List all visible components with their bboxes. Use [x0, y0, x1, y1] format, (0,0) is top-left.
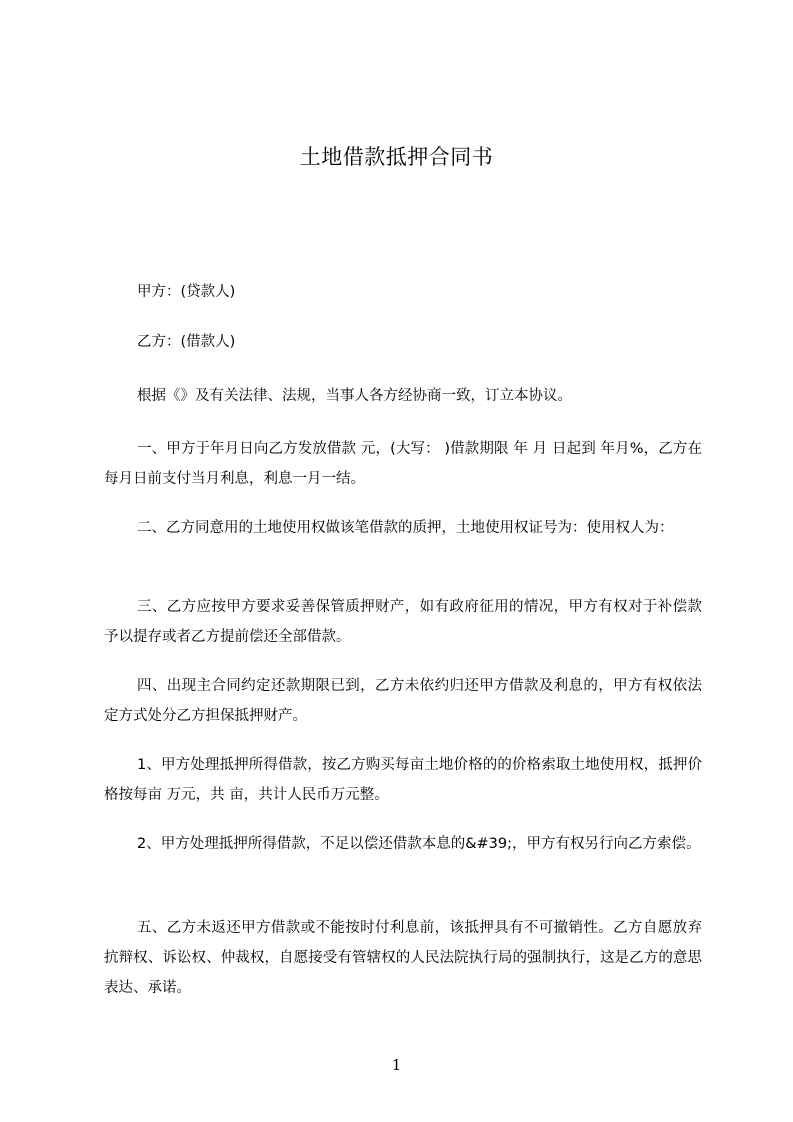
clause-5-paragraph: 五、乙方未返还甲方借款或不能按时付利息前，该抵押具有不可撤销性。乙方自愿放弃抗辩权、诉讼权、仲裁权，自愿接受有管辖权的人民法院执行局的强制执行，这是乙方的意思表达、承诺。 [104, 920, 702, 996]
clause-4-item-1-paragraph: 1、甲方处理抵押所得借款，按乙方购买每亩土地价格的的价格索取土地使用权，抵押价格按每亩 万元，共 亩，共计人民币万元整。 [104, 757, 702, 803]
clause-1-paragraph: 一、甲方于年月日向乙方发放借款 元，(大写： )借款期限 年 月 日起到 年月%，乙方在每月日前支付当月利息，利息一月一结。 [104, 441, 702, 487]
document-title: 土地借款抵押合同书 [299, 145, 494, 169]
clause-4-paragraph: 四、出现主合同约定还款期限已到，乙方未依约归还甲方借款及利息的，甲方有权依法定方式处分乙方担保抵押财产。 [104, 678, 702, 724]
party-a-line: 甲方：(贷款人) [137, 284, 236, 300]
party-b-line: 乙方：(借款人) [137, 334, 236, 350]
page-number: 1 [391, 1056, 402, 1074]
clause-3-paragraph: 三、乙方应按甲方要求妥善保管质押财产，如有政府征用的情况，甲方有权对于补偿款予以提存或者乙方提前偿还全部借款。 [104, 599, 702, 645]
clause-4-item-2-paragraph: 2、甲方处理抵押所得借款，不足以偿还借款本息的&#39;，甲方有权另行向乙方索偿。 [137, 836, 701, 852]
preamble-paragraph: 根据《》及有关法律、法规，当事人各方经协商一致，订立本协议。 [137, 388, 572, 404]
clause-2-paragraph: 二、乙方同意用的土地使用权做该笔借款的质押，土地使用权证号为：使用权人为： [137, 520, 674, 536]
